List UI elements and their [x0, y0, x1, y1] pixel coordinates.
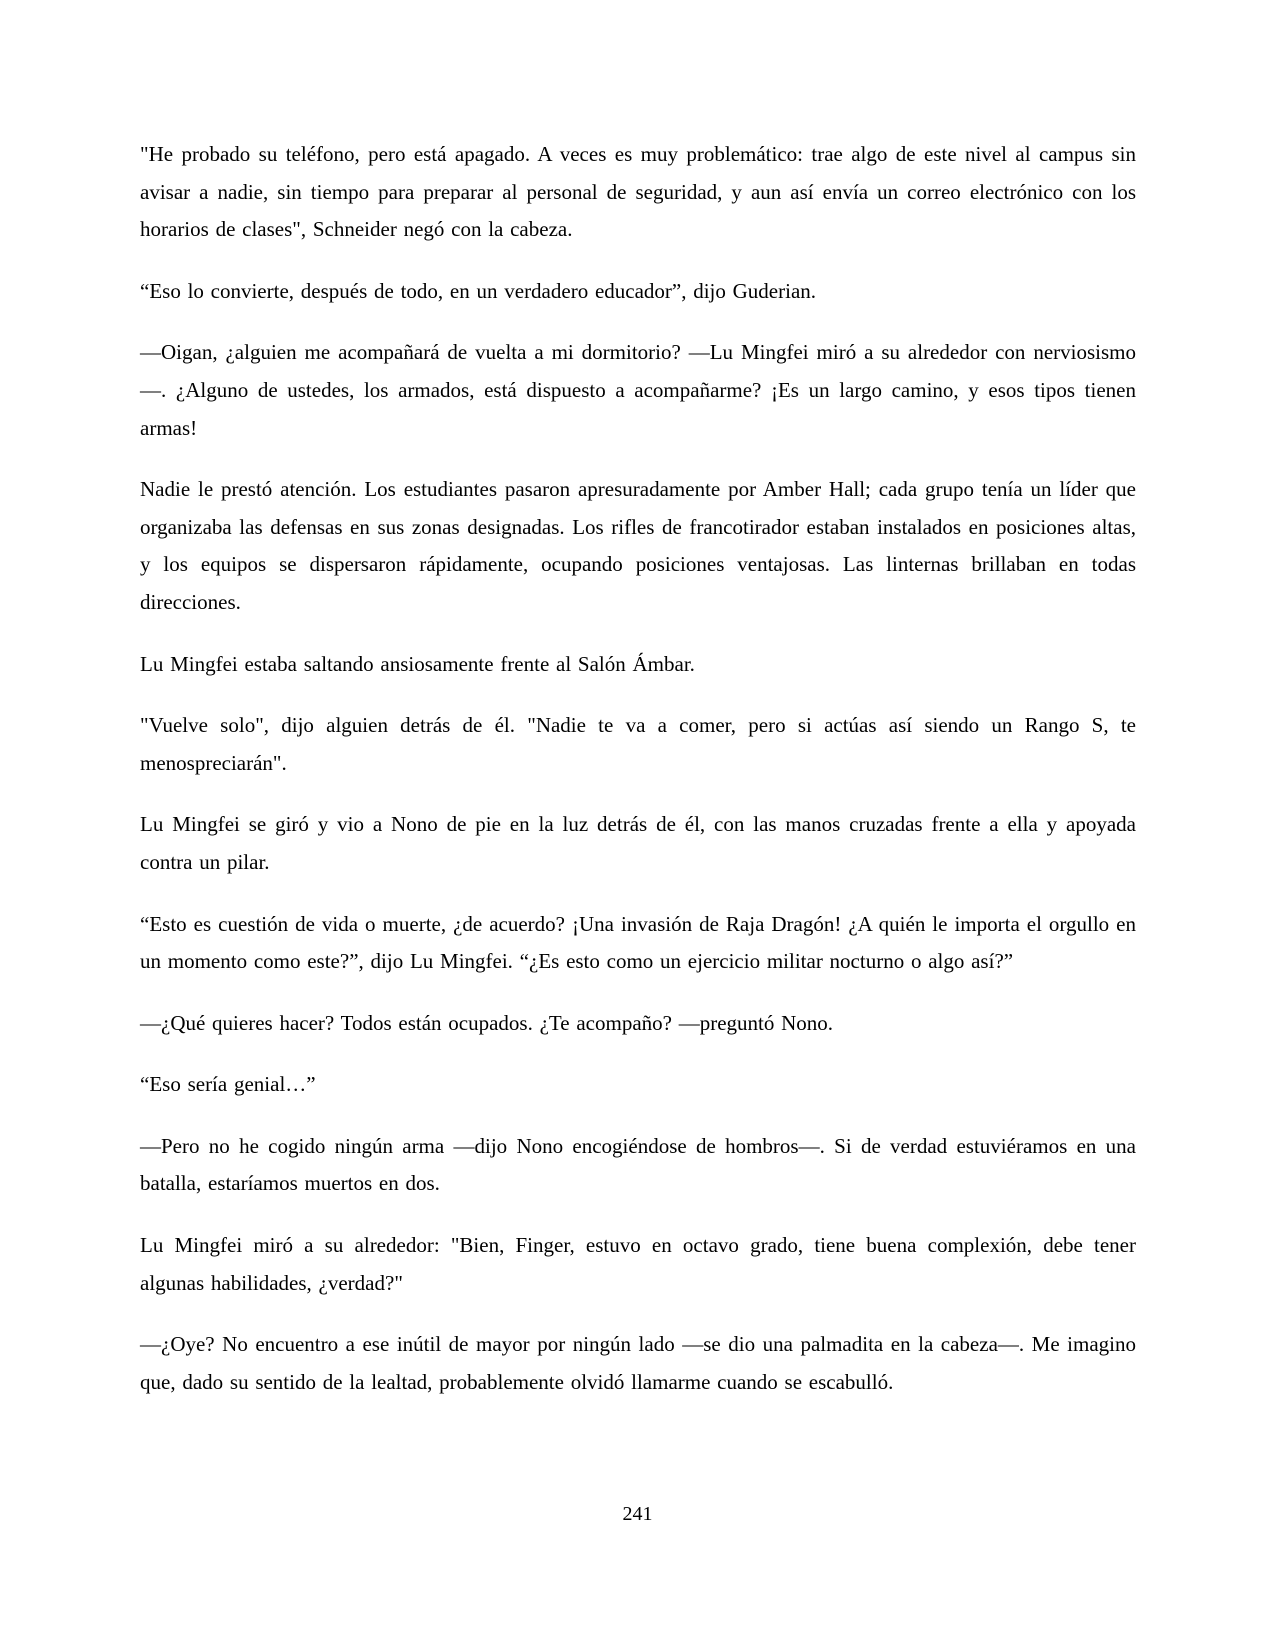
paragraph: “Eso lo convierte, después de todo, en un verdadero educador”, dijo Guderian.: [140, 278, 817, 303]
paragraph: Nadie le prestó atención. Los estudiantes pasaron apresuradamente por Amber Hall; cada grupo tenía un líder que organizaba las defensas en sus zonas designadas. Los rifles de francotirador estaban instalados en posiciones altas, y los equipos se dispersaron rápidamente, ocupando posiciones ventajosas. Las linternas brillaban en todas direcciones.: [140, 477, 1136, 614]
paragraph: "Vuelve solo", dijo alguien detrás de él. "Nadie te va a comer, pero si actúas así siendo un Rango S, te menospreciarán".: [140, 713, 1136, 775]
paragraph: Lu Mingfei se giró y vio a Nono de pie en la luz detrás de él, con las manos cruzadas frente a ella y apoyada contra un pilar.: [140, 812, 1136, 874]
paragraph: “Eso sería genial…”: [140, 1072, 316, 1097]
paragraph: "He probado su teléfono, pero está apagado. A veces es muy problemático: trae algo de este nivel al campus sin avisar a nadie, sin tiempo para preparar al personal de seguridad, y aun así envía un correo electrónico con los horarios de clases", Schneider negó con la cabeza.: [140, 142, 1136, 242]
text-block: [140, 136, 1136, 1425]
paragraph: Lu Mingfei estaba saltando ansiosamente frente al Salón Ámbar.: [140, 651, 695, 676]
paragraph: —Oigan, ¿alguien me acompañará de vuelta a mi dormitorio? —Lu Mingfei miró a su alrededor con nerviosismo—. ¿Alguno de ustedes, los armados, está dispuesto a acompañarme? ¡Es un largo camino, y esos tipos tienen armas!: [140, 340, 1136, 440]
paragraph: Lu Mingfei miró a su alrededor: "Bien, Finger, estuvo en octavo grado, tiene buena complexión, debe tener algunas habilidades, ¿verdad?": [140, 1233, 1136, 1295]
paragraph: —¿Qué quieres hacer? Todos están ocupados. ¿Te acompaño? —preguntó Nono.: [140, 1010, 834, 1035]
paragraph: —Pero no he cogido ningún arma —dijo Nono encogiéndose de hombros—. Si de verdad estuviéramos en una batalla, estaríamos muertos en dos.: [140, 1133, 1136, 1196]
page-number: 241: [622, 1503, 653, 1525]
paragraph: —¿Oye? No encuentro a ese inútil de mayor por ningún lado —se dio una palmadita en la cabeza—. Me imagino que, dado su sentido de la lealtad, probablemente olvidó llamarme cuando se escabulló.: [140, 1332, 1136, 1394]
paragraph: “Esto es cuestión de vida o muerte, ¿de acuerdo? ¡Una invasión de Raja Dragón! ¿A quién le importa el orgullo en un momento como este?”, dijo Lu Mingfei. “¿Es esto como un ejercicio militar nocturno o algo así?”: [140, 911, 1136, 974]
